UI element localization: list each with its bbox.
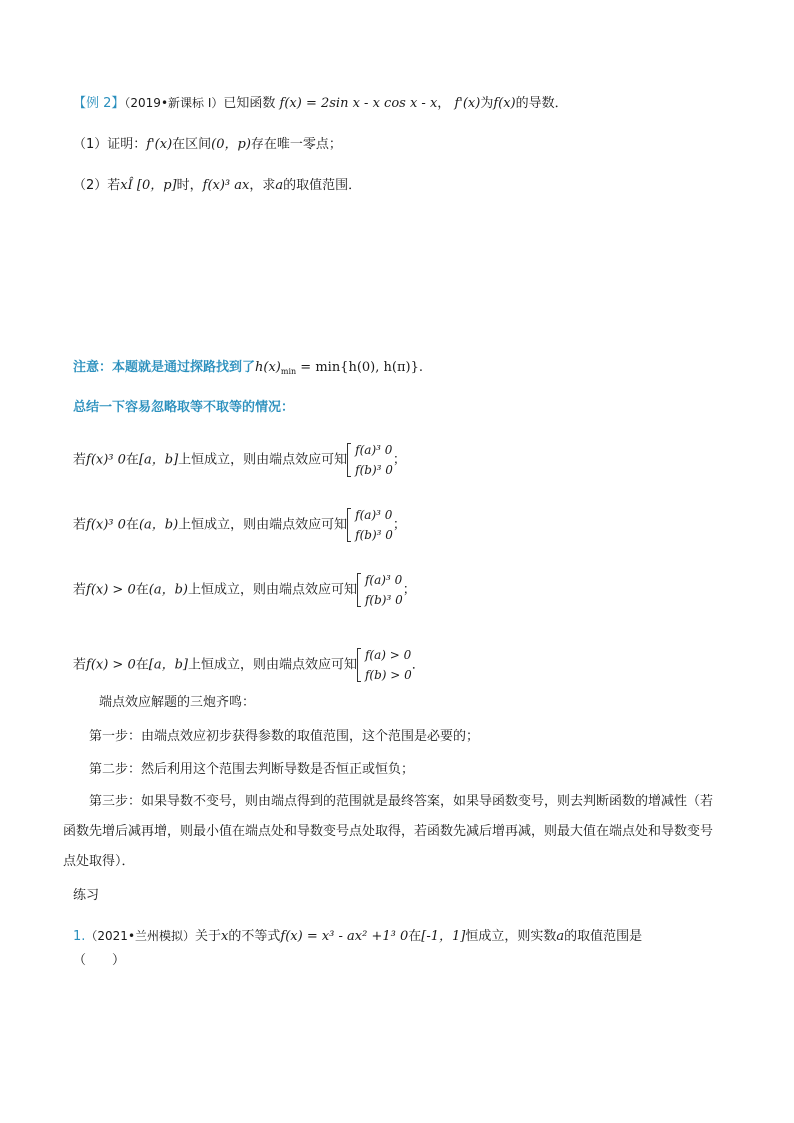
case-1	[73, 440, 406, 480]
question-text: 恒成立，则实数	[465, 929, 557, 944]
case-system	[347, 440, 393, 480]
case-condition: f(x) > 0	[86, 582, 136, 598]
case-condition: f(x)³ 0	[86, 517, 126, 533]
method-step-2: 第二步：然后利用这个范围去判断导数是否恒正或恒负；	[89, 762, 415, 777]
derivative-text: 为	[480, 96, 494, 111]
case-on: 在	[135, 657, 149, 673]
note-rhs: = min{h(0), h(π)}	[296, 360, 419, 375]
question-a: a	[556, 929, 565, 944]
note-subscript: min	[280, 367, 297, 376]
case-2	[73, 505, 406, 545]
part-2-mid: 时，	[176, 178, 203, 193]
part-2-number: （2）若	[73, 178, 121, 193]
case-condition: f(x) > 0	[86, 657, 136, 673]
case-text: 上恒成立，则由端点效应可知	[187, 657, 357, 673]
question-text: 的不等式	[228, 929, 281, 944]
case-row-1: f(a)³ 0	[355, 443, 393, 457]
case-end: ；	[392, 452, 406, 468]
case-text: 上恒成立，则由端点效应可知	[178, 452, 348, 468]
part-2-a: a	[275, 178, 284, 193]
practice-question-1	[73, 926, 642, 947]
method-title: 端点效应解题的三炮齐鸣：	[99, 695, 256, 710]
case-interval: [a，b]	[138, 452, 179, 468]
example-source: （2019•新课标 I）	[124, 96, 224, 110]
question-text: 在	[408, 929, 422, 944]
summary-heading: 总结一下容易忽略取等不取等的情况：	[73, 400, 295, 415]
question-interval: [-1，1]	[421, 929, 466, 944]
question-text: 关于	[195, 929, 222, 944]
part-1-text: 在区间	[172, 137, 212, 152]
case-row-1: f(a)³ 0	[364, 573, 403, 587]
part-1-number: （1）证明：	[73, 137, 147, 152]
answer-parentheses: （ ）	[73, 953, 126, 968]
case-pre: 若	[73, 582, 87, 598]
case-text: 上恒成立，则由端点效应可知	[187, 582, 357, 598]
case-text: 上恒成立，则由端点效应可知	[178, 517, 348, 533]
example-tag: 【例 2】	[73, 96, 125, 111]
function-definition: f(x) = 2sin x - x cos x - x	[279, 96, 438, 111]
case-3	[73, 570, 416, 610]
case-system	[357, 570, 403, 610]
practice-heading: 练习	[73, 888, 100, 903]
case-pre: 若	[73, 657, 87, 673]
part-2	[73, 176, 361, 196]
method-step-3: 第三步：如果导数不变号，则由端点得到的范围就是最终答案，如果导函数变号，则去判断函数的增减性（若函数先增后减再增，则最小值在端点处和导数变号点处取得，若函数先减后增再减，则最大值在端点处和导数变号点处取得）．	[63, 794, 714, 869]
example-statement	[73, 93, 568, 114]
case-system	[357, 645, 412, 685]
case-interval: (a，b)	[138, 517, 179, 533]
case-condition: f(x)³ 0	[86, 452, 126, 468]
case-row-2: f(b) > 0	[364, 668, 412, 682]
part-1-expr: f'(x)	[146, 137, 173, 152]
question-number: 1.	[73, 929, 86, 944]
question-source: （2021•兰州模拟）	[85, 929, 196, 943]
case-pre: 若	[73, 517, 87, 533]
case-4	[73, 645, 425, 685]
note-line	[73, 358, 423, 382]
part-1	[73, 135, 342, 155]
derivative-tail: 的导数．	[515, 96, 568, 111]
case-row-1: f(a)³ 0	[355, 508, 393, 522]
note-formula: h(x)	[255, 360, 281, 375]
part-1-interval: (0，p)	[211, 137, 251, 152]
method-step-1: 第一步：由端点效应初步获得参数的取值范围，这个范围是必要的；	[89, 729, 480, 744]
question-inequality: f(x) = x³ - ax² +1³ 0	[280, 929, 409, 944]
case-end: ．	[411, 657, 425, 673]
case-end: ；	[392, 517, 406, 533]
case-row-1: f(a) > 0	[364, 648, 412, 662]
question-text: 的取值范围是	[564, 929, 643, 944]
case-on: 在	[125, 517, 139, 533]
case-system	[347, 505, 393, 545]
part-2-inequality: f(x)³ ax	[202, 178, 250, 193]
derivative-symbol: f'(x)	[454, 96, 481, 111]
case-interval: [a，b]	[148, 657, 188, 673]
note-label: 注意：本题就是通过探路找到了	[73, 360, 256, 375]
case-on: 在	[125, 452, 139, 468]
part-2-end: 的取值范围．	[283, 178, 362, 193]
case-row-2: f(b)³ 0	[355, 463, 393, 477]
case-row-2: f(b)³ 0	[364, 593, 403, 607]
comma: ，	[437, 96, 451, 111]
function-symbol: f(x)	[493, 96, 516, 111]
case-end: ；	[402, 582, 416, 598]
case-pre: 若	[73, 452, 87, 468]
part-2-condition: xÎ [0，p]	[120, 178, 177, 193]
example-intro: 已知函数	[223, 96, 276, 111]
case-interval: (a，b)	[148, 582, 188, 598]
question-x: x	[221, 929, 229, 944]
part-2-tail: ，求	[249, 178, 276, 193]
case-row-2: f(b)³ 0	[355, 528, 393, 542]
note-end: .	[418, 360, 423, 375]
case-on: 在	[135, 582, 149, 598]
part-1-tail: 存在唯一零点；	[250, 137, 342, 152]
